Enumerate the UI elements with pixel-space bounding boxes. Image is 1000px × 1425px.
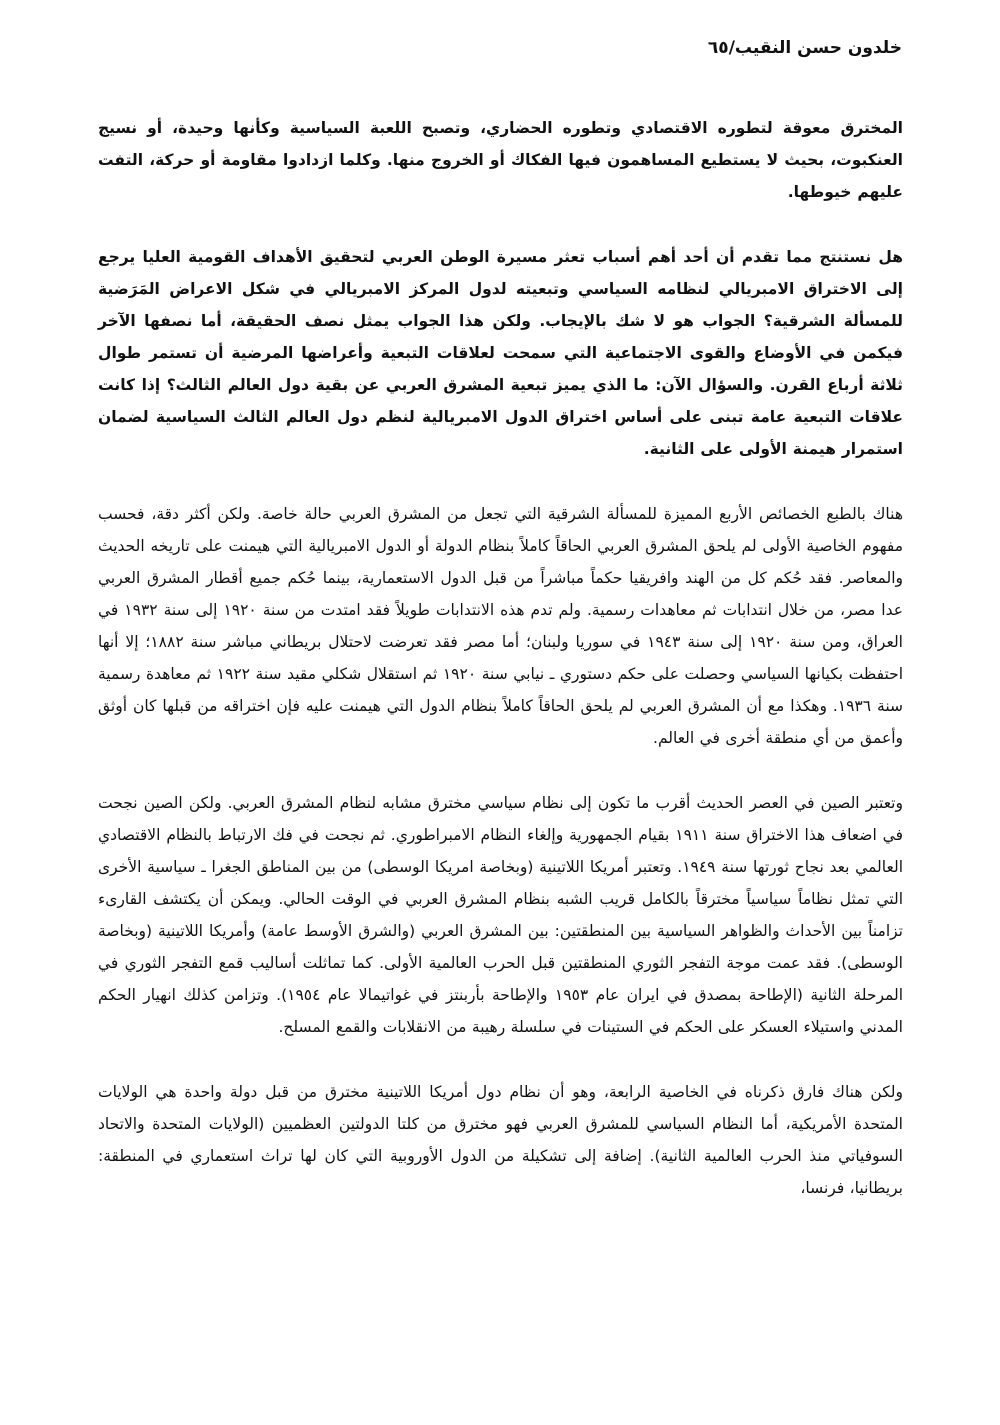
paragraph-3: هناك بالطبع الخصائص الأربع المميزة للمسألة الشرقية التي تجعل من المشرق العربي حالة خاصة. ولكن أكثر دقة، فحسب مفهوم الخاصية الأولى لم يلحق المشرق العربي الحاقاً كاملاً بنظام الدولة أو الدول الامبريالية التي هيمنت على تاريخه الحديث والمعاصر. فقد حُكم كل من الهند وافريقيا حكماً مباشراً من قبل الدول الاستعمارية، بينما حُكم جميع أقطار المشرق العربي عدا مصر، من خلال انتدابات ثم معاهدات رسمية. ولم تدم هذه الانتدابات طويلاً فقد امتدت من سنة ١٩٢٠ إلى سنة ١٩٣٢ في العراق، ومن سنة ١٩٢٠ إلى سنة ١٩٤٣ في سوريا ولبنان؛ أما مصر فقد تعرضت لاحتلال بريطاني مباشر سنة ١٨٨٢؛ إلا أنها احتفظت بكيانها السياسي وحصلت على حكم دستوري ـ نيابي سنة ١٩٢٠ ثم استقلال شكلي مقيد سنة ١٩٢٢ ثم معاهدة رسمية سنة ١٩٣٦. وهكذا مع أن المشرق العربي لم يلحق الحاقاً كاملاً بنظام الدول التي هيمنت عليه فإن اختراقه من قبلها كان أوثق وأعمق من أي منطقة أخرى في العالم. <box>98 505 904 747</box>
paragraph-4: وتعتبر الصين في العصر الحديث أقرب ما تكون إلى نظام سياسي مخترق مشابه لنظام المشرق العربي. ولكن الصين نجحت في اضعاف هذا الاختراق سنة ١٩١١ بقيام الجمهورية وإلغاء النظام الامبراطوري. ثم نجحت في فك الارتباط بالنظام الاقتصادي العالمي بعد نجاح ثورتها سنة ١٩٤٩. وتعتبر أمريكا اللاتينية (وبخاصة امريكا الوسطى) من بين المناطق الجغرا ـ سياسية الأخرى التي تمثل نظاماً سياسياً مخترقاً بالكامل قريب الشبه بنظام المشرق العربي في الوقت الحالي. ويمكن أن يكتشف القارىء تزامناً بين الأحداث والظواهر السياسية بين المنطقتين: بين المشرق العربي (والشرق الأوسط عامة) وأمريكا اللاتينية (وبخاصة الوسطى). فقد عمت موجة التفجر الثوري المنطقتين قبل الحرب العالمية الأولى. كما تماثلت أساليب قمع التفجر الثوري في المرحلة الثانية (الإطاحة بمصدق في ايران عام ١٩٥٣ والإطاحة بأربنتز في غواتيمالا عام ١٩٥٤). وتزامن كذلك انهيار الحكم المدني واستيلاء العسكر على الحكم في الستينات في سلسلة رهيبة من الانقلابات والقمع المسلح. <box>98 794 903 1036</box>
body-text <box>98 112 903 1237</box>
paragraph-1: المخترق معوقة لتطوره الاقتصادي وتطوره الحضاري، وتصبح اللعبة السياسية وكأنها وحيدة، أو نسيج العنكبوت، بحيث لا يستطيع المساهمون فيها الفكاك أو الخروج منها. وكلما ازدادوا مقاومة أو حركة، التفت عليهم خيوطها. <box>98 119 903 201</box>
paragraph-5: ولكن هناك فارق ذكرناه في الخاصية الرابعة، وهو أن نظام دول أمريكا اللاتينية مخترق من قبل دولة واحدة هي الولايات المتحدة الأمريكية، أما النظام السياسي للمشرق العربي فهو مخترق من كلتا الدولتين العظميين (الولايات المتحدة والاتحاد السوفياتي منذ الحرب العالمية الثانية). إضافة إلى تشكيلة من الدول الأوروبية التي كان لها تراث استعماري في المنطقة: بريطانيا، فرنسا، <box>98 1083 903 1197</box>
running-header: خلدون حسن النقيب/٦٥ <box>707 38 902 58</box>
paragraph-2: هل نستنتج مما تقدم أن أحد أهم أسباب تعثر مسيرة الوطن العربي لتحقيق الأهداف القومية العليا يرجع إلى الاختراق الامبريالي لنظامه السياسي وتبعيته لدول المركز الامبريالي في شكل الاعراض المَرَضية للمسألة الشرقية؟ الجواب هو لا شك بالإيجاب. ولكن هذا الجواب يمثل نصف الحقيقة، أما نصفها الآخر فيكمن في الأوضاع والقوى الاجتماعية التي سمحت لعلاقات التبعية وأعراضها المرضية أن تستمر طوال ثلاثة أرباع القرن. والسؤال الآن: ما الذي يميز تبعية المشرق العربي عن بقية دول العالم الثالث؟ إذا كانت علاقات التبعية عامة تبنى على أساس اختراق الدول الامبريالية لنظم دول العالم الثالث السياسية لضمان استمرار هيمنة الأولى على الثانية. <box>98 248 903 458</box>
